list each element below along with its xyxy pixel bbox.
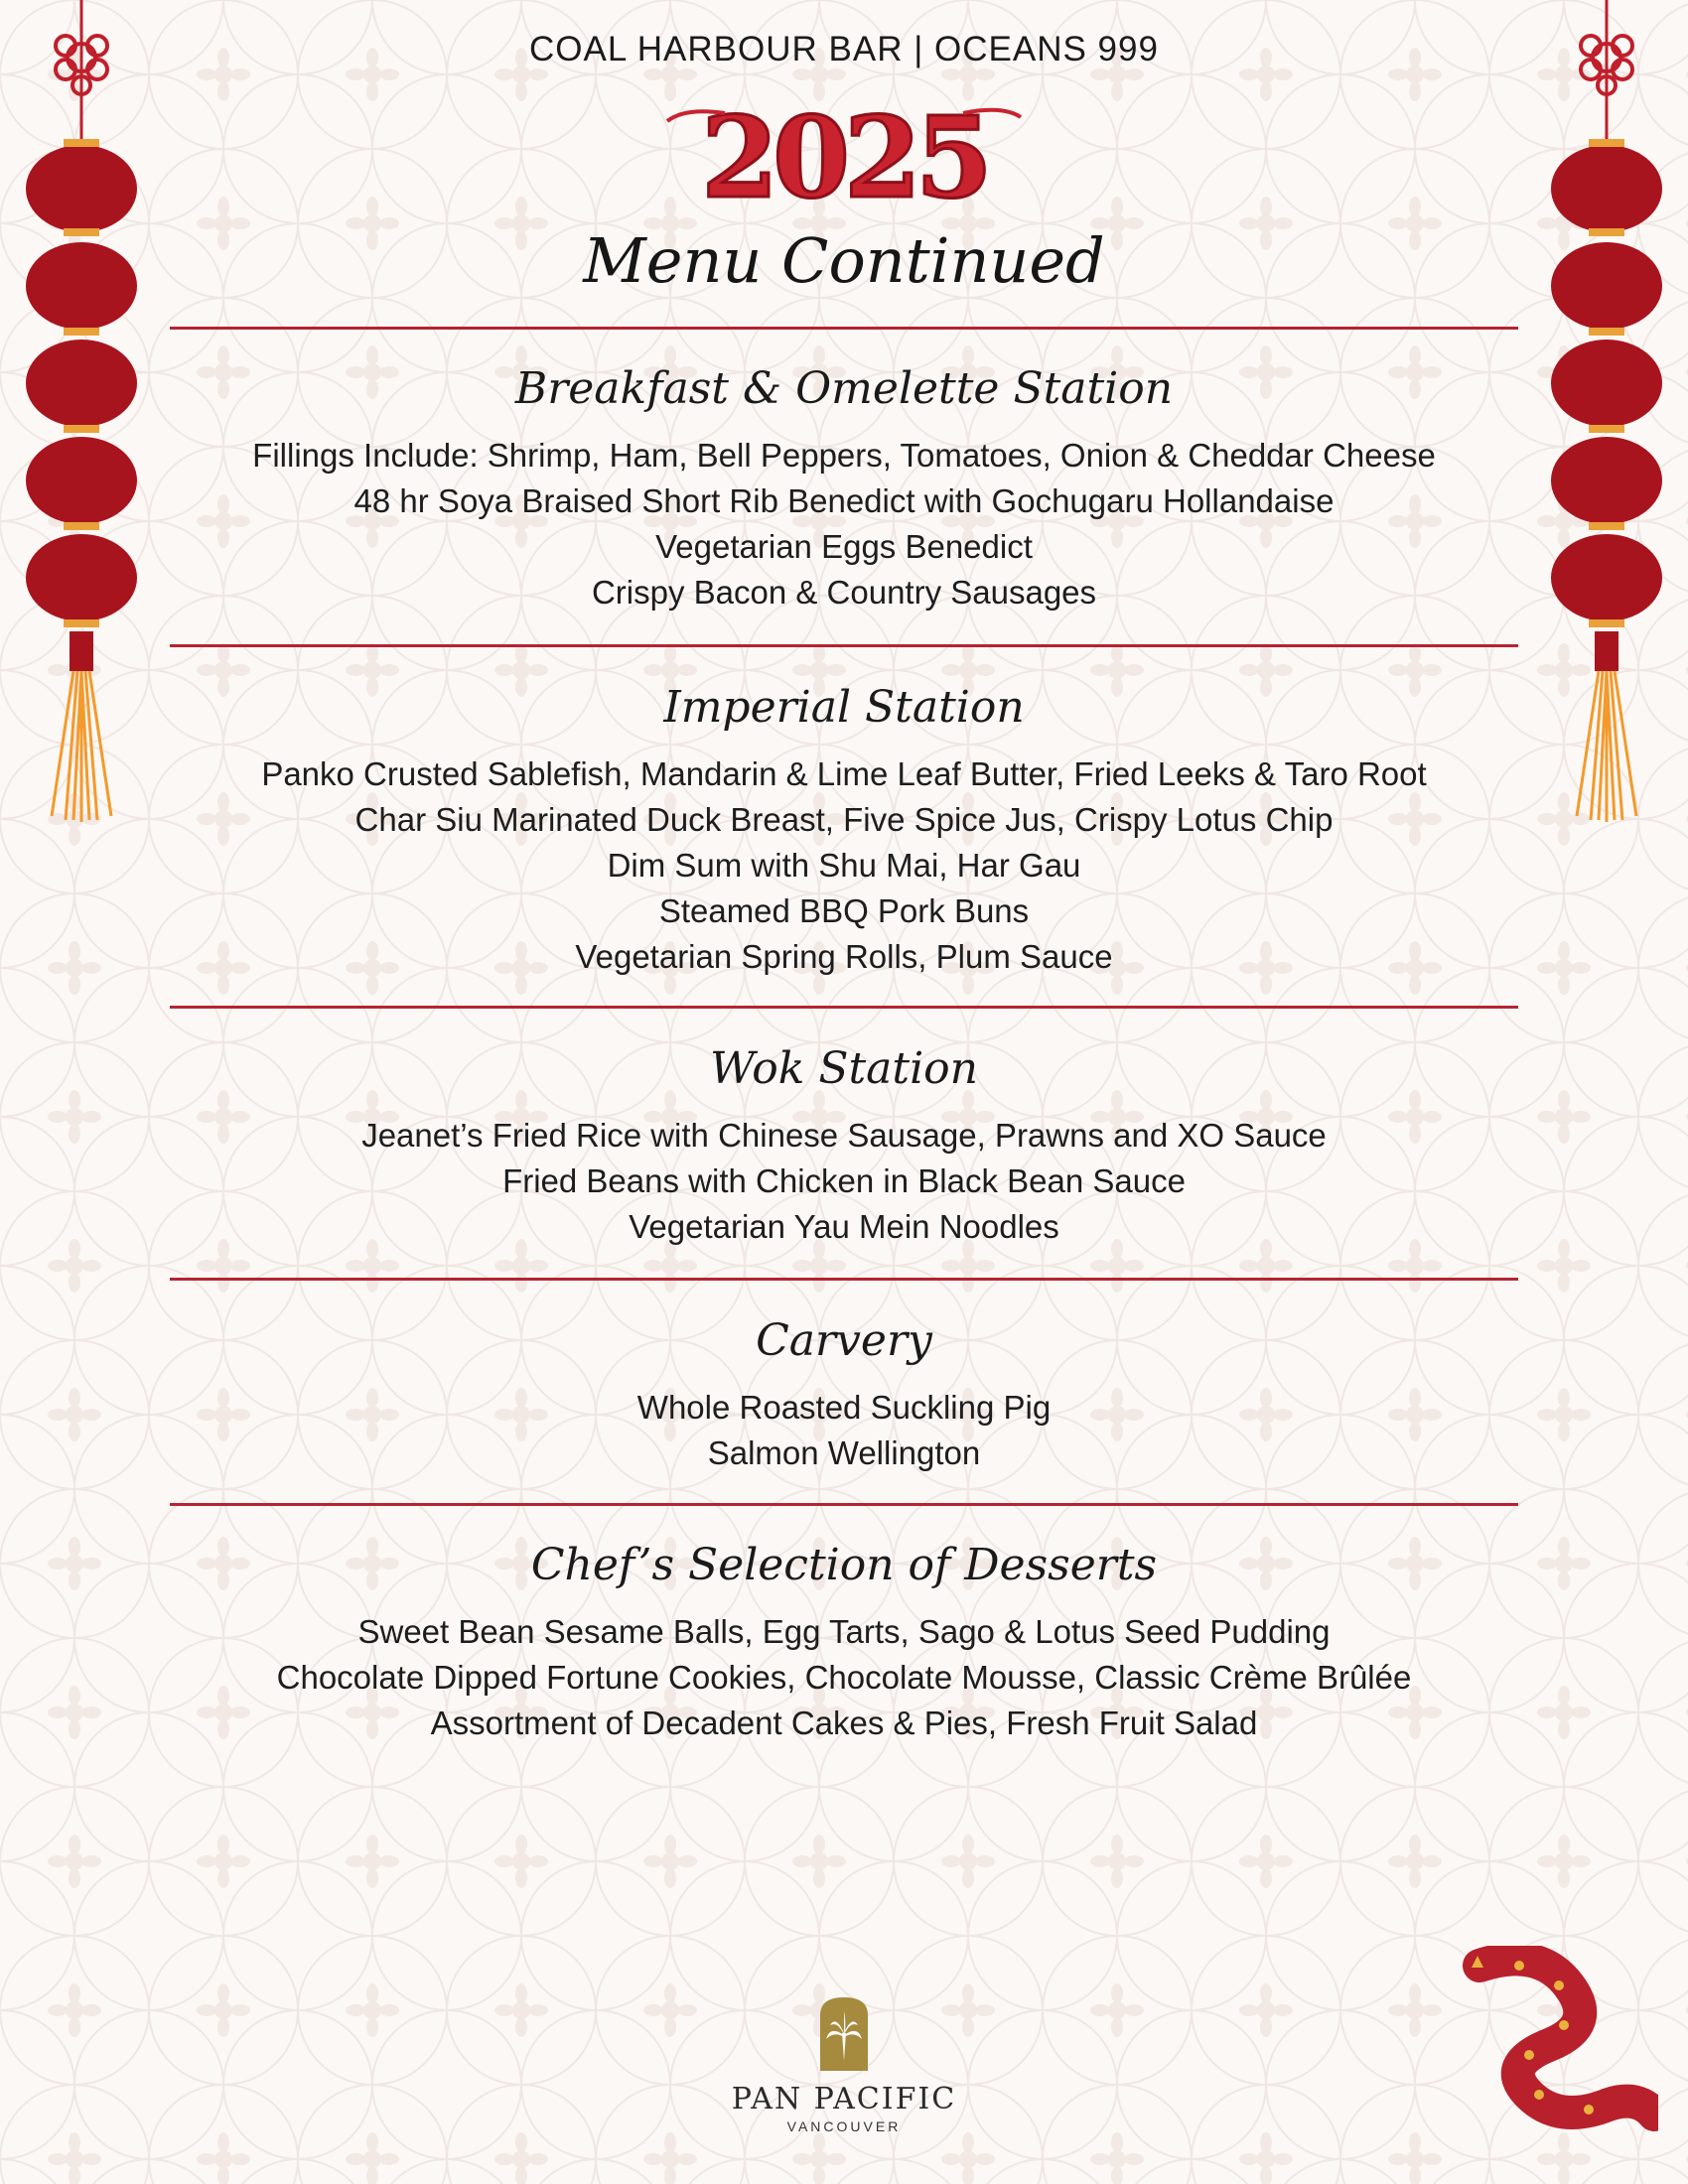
menu-item: Fillings Include: Shrimp, Ham, Bell Peppers, Tomatoes, Onion & Cheddar Cheese — [252, 437, 1436, 474]
divider — [170, 1503, 1518, 1506]
brand-city: VANCOUVER — [786, 2118, 902, 2134]
menu-item: Salmon Wellington — [707, 1434, 981, 1471]
section-title: Chef’s Selection of Desserts — [530, 1540, 1158, 1590]
menu-item: Sweet Bean Sesame Balls, Egg Tarts, Sago & Lotus Seed Pudding — [357, 1613, 1331, 1650]
menu-item: Vegetarian Yau Mein Noodles — [629, 1208, 1059, 1245]
palm-emblem-icon — [816, 1995, 872, 2071]
menu-item: Jeanet’s Fried Rice with Chinese Sausage, Prawns and XO Sauce — [361, 1117, 1327, 1154]
pan-pacific-logo — [695, 1995, 993, 2154]
venue-name: COAL HARBOUR BAR | OCEANS 999 — [529, 30, 1159, 68]
divider — [170, 1006, 1518, 1009]
menu-section-wok — [0, 1039, 1688, 1250]
menu-item: Vegetarian Eggs Benedict — [655, 528, 1033, 565]
page-title: Menu Continued — [583, 224, 1105, 297]
menu-item: 48 hr Soya Braised Short Rib Benedict with Gochugaru Hollandaise — [353, 482, 1335, 519]
menu-item: Fried Beans with Chicken in Black Bean Sauce — [502, 1162, 1186, 1199]
divider — [170, 644, 1518, 647]
menu-item: Whole Roasted Suckling Pig — [636, 1389, 1052, 1426]
section-title: Breakfast & Omelette Station — [514, 363, 1174, 414]
divider — [170, 1278, 1518, 1281]
menu-item: Assortment of Decadent Cakes & Pies, Fresh Fruit Salad — [430, 1705, 1258, 1741]
menu-item: Char Siu Marinated Duck Breast, Five Spice Jus, Crispy Lotus Chip — [354, 801, 1334, 838]
snake-decoration-icon — [1460, 1946, 1658, 2154]
menu-section-desserts — [0, 1536, 1688, 1746]
menu-item: Chocolate Dipped Fortune Cookies, Chocolate Mousse, Classic Crème Brûlée — [276, 1659, 1412, 1696]
menu-item: Crispy Bacon & Country Sausages — [591, 574, 1097, 611]
menu-item: Vegetarian Spring Rolls, Plum Sauce — [575, 938, 1113, 975]
menu-item: Dim Sum with Shu Mai, Har Gau — [607, 847, 1081, 884]
menu-section-carvery — [0, 1311, 1688, 1476]
menu-item: Steamed BBQ Pork Buns — [658, 892, 1030, 929]
divider — [170, 327, 1518, 330]
snake-year-logo — [665, 87, 1023, 220]
menu-section-breakfast — [0, 359, 1688, 615]
year-text: 2025 — [701, 93, 987, 220]
section-title: Carvery — [756, 1315, 932, 1366]
section-title: Wok Station — [709, 1043, 978, 1094]
brand-name: PAN PACIFIC — [731, 2082, 957, 2116]
menu-item: Panko Crusted Sablefish, Mandarin & Lime Leaf Butter, Fried Leeks & Taro Root — [261, 755, 1427, 792]
menu-section-imperial — [0, 678, 1688, 980]
section-title: Imperial Station — [663, 682, 1025, 733]
